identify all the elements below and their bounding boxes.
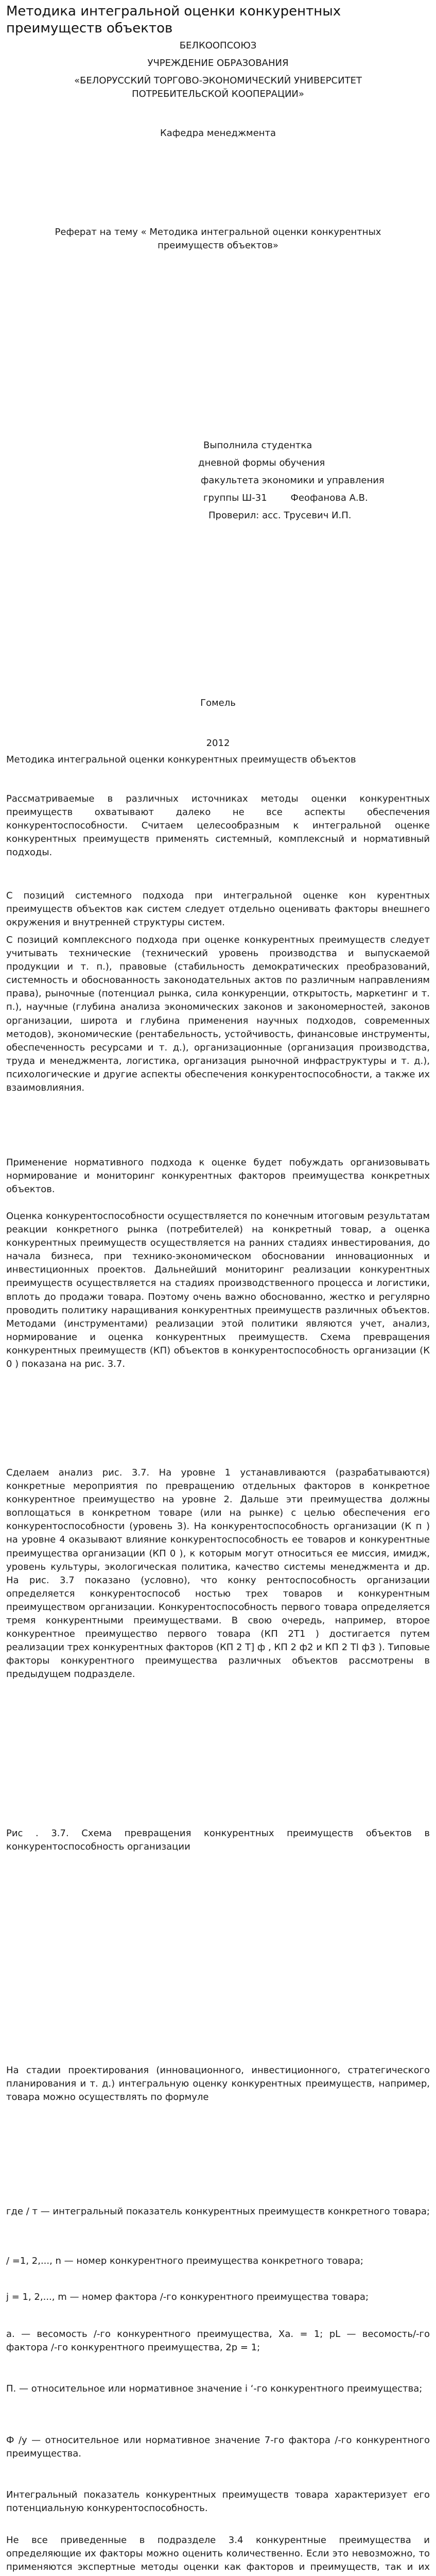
document-title: Методика интегральной оценки конкурентных преимуществ объектов: [6, 4, 341, 36]
author-line: дневной формы обучения: [198, 457, 325, 469]
paragraph: j = 1, 2,..., m — номер фактора /-го конкурентного преимущества товара;: [6, 2292, 369, 2302]
author-line: факультета экономики и управления: [201, 475, 385, 486]
paragraph: Интегральный показатель конкурентных преимуществ товара характеризует его потенциальную конкурентоспособность.: [6, 2489, 430, 2514]
cover-year: 2012: [206, 738, 230, 749]
paragraph: На стадии проектирования (инновационного, инвестиционного, стратегического планирования и т. д.) интегральную оценку конкурентных преимуществ, например, товара можно осуществлять по формуле: [6, 2065, 430, 2103]
body-heading: Методика интегральной оценки конкурентных преимуществ объектов: [6, 754, 356, 765]
author-line: Проверил: асс. Трусевич И.П.: [208, 510, 352, 521]
cover-city: Гомель: [200, 698, 236, 708]
cover-author-block: [198, 439, 420, 522]
cover-org-line: «БЕЛОРУССКИЙ ТОРГОВО-ЭКОНОМИЧЕСКИЙ УНИВЕРСИТЕТ: [74, 75, 362, 87]
paragraph: где / т — интегральный показатель конкурентных преимуществ конкретного товара;: [6, 2206, 430, 2217]
cover-essay-title: Реферат на тему « Методика интегральной оценки конкурентных преимуществ объектов»: [55, 227, 381, 251]
cover-org-block: [6, 39, 430, 101]
paragraph: Ф /у — относительное или нормативное значение 7-го фактора /-го конкурентного преимущества.: [6, 2435, 430, 2460]
figure-caption: Рис . 3.7. Схема превращения конкурентных преимуществ объектов в конкурентоспособность организации: [6, 1828, 430, 1853]
cover-department: Кафедра менеджмента: [160, 128, 276, 139]
paragraph: С позиций комплексного подхода при оценке конкурентных преимуществ следует учитывать технические (технический уровень производства и выпускаемой продукции и т. п.), правовые (стабильность демократических преобразований, системность и обоснованность законодательных актов по различным направлениям права), рыночные (потенциал рынка, сила конкуренции, открытость, маркетинг и т. п.), научные (глубина анализа экономических законов и закономерностей, законов организации, широта и глубина применения научных подходов, современных методов), экономические (рентабельность, устойчивость, финансовые инструменты, обеспеченность ресурсами и т. д.), организационные (организация производства, труда и менеджмента, логистика, организация рыночной инфраструктуры и т. д.), психологические и другие аспекты обеспечения конкурентоспособности, а также их взаимовлияния.: [6, 935, 430, 1094]
paragraph: Рассматриваемые в различных источниках методы оценки конкурентных преимуществ охватывают далеко не все аспекты обеспечения конкурентоспособности. Считаем целесообразным к интегральной оценке конкурентных преимуществ применять системный, комплексный и нормативный подходы.: [6, 793, 430, 858]
document-title-block: [6, 3, 430, 37]
paragraph: С позиций системного подхода при интегральной оценке кон курентных преимуществ объектов как систем следует отдельно оценивать факторы внешнего окружения и внутренней структуры систем.: [6, 890, 430, 928]
cover-org-line: БЕЛКООПСОЮЗ: [179, 40, 257, 51]
author-line: Выполнила студентка: [203, 440, 312, 451]
paragraph: Применение нормативного подхода к оценке будет побуждать организовывать нормирование и мониторинг конкурентных факторов преимущества конкретных объектов.: [6, 1157, 430, 1195]
cover-org-line: ПОТРЕБИТЕЛЬСКОЙ КООПЕРАЦИИ»: [132, 89, 304, 100]
paragraph: Сделаем анализ рис. 3.7. На уровне 1 устанавливаются (разрабатываются) конкретные мероприятия по превращению отдельных факторов в конкретное конкурентное преимущество на уровне 2. Дальше эти преимущества должны воплощаться в конкретном товаре (или на рынке) с целью обеспечения его конкурентоспособности (уровень 3). На конкурентоспособность организации (К п ) на уровне 4 оказывают влияние конкурентоспособность ее товаров и конкурентные преимущества организации (КП 0 ), к которым могут относиться ее миссия, имидж, уровень культуры, экологическая политика, качество системы менеджмента и др. На рис. 3.7 показано (условно), что конку рентоспособность организации определяется конкурентоспособ ностью трех товаров и конкурентным преимуществом организации. Конкурентоспособность первого товара определяется тремя конкурентными преимуществами. В свою очередь, например, второе конкурентное преимущество первого товара (КП 2Т1 ) достигается путем реализации трех конкурентных факторов (КП 2 Т] ф , КП 2 ф2 и КП 2 Tl ф3 ). Типовые факторы конкурентного преимущества различных объектов рассмотрены в предыдущем подразделе.: [6, 1467, 430, 1680]
paragraph: П. — относительное или нормативное значение i ‘-го конкурентного преимущества;: [6, 2383, 423, 2394]
cover-org-line: УЧРЕЖДЕНИЕ ОБРАЗОВАНИЯ: [147, 58, 289, 69]
paragraph: а. — весомость /-го конкурентного преимущества, Хa. = 1; pL — весомость/-го фактора /-го конкурентного преимущества, 2p = 1;: [6, 2329, 430, 2353]
paragraph: Не все приведенные в подразделе 3.4 конкурентные преимущества и определяющие их факторы можно оценить количественно. Если это невозможно, то применяются экспертные методы оценки как факторов и преимуществ, так и их: [6, 2535, 430, 2573]
author-line: группы Ш-31 Феофанова А.В.: [203, 493, 368, 504]
paragraph: Оценка конкурентоспособности осуществляется по конечным итоговым результатам реакции конкретного рынка (потребителей) на конкретный товар, а оценка конкурентных преимуществ осуществляется на ранних стадиях инвестирования, до начала бизнеса, при технико-экономическом обосновании инновационных и инвестиционных проектов. Дальнейший мониторинг реализации конкурентных преимуществ осуществляется на стадиях производственного процесса и логистики, вплоть до продажи товара. Поэтому очень важно обоснованно, жестко и регулярно проводить политику наращивания конкурентных преимуществ различных объектов. Методами (инструментами) реализации этой политики являются учет, анализ, нормирование и оценка конкурентных преимуществ. Схема превращения конкурентных преимуществ (КП) объектов в конкурентоспособность организации (К 0 ) показана на рис. 3.7.: [6, 1211, 430, 1370]
paragraph: / =1, 2,..., n — номер конкурентного преимущества конкретного товара;: [6, 2256, 363, 2266]
